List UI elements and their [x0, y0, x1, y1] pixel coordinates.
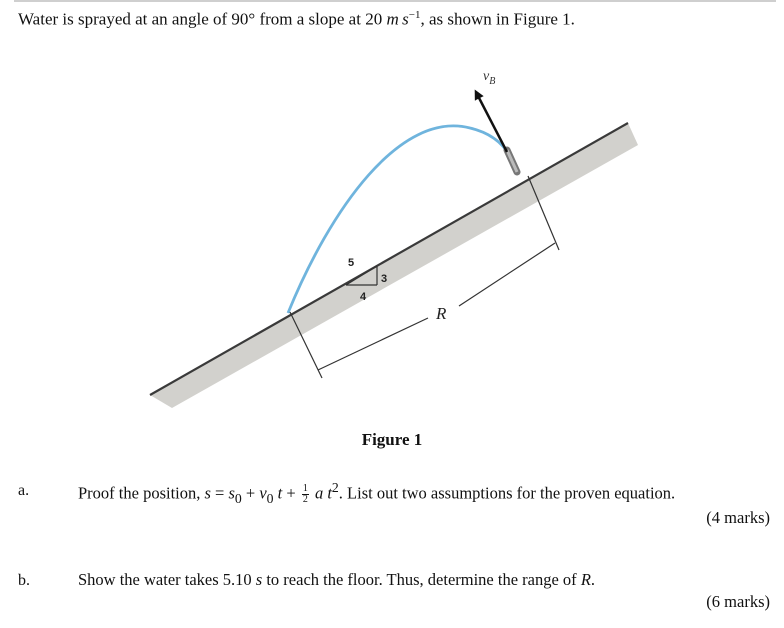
- top-rule: [14, 0, 776, 2]
- slope-rise-label: 3: [381, 273, 388, 285]
- slope-run-label: 4: [360, 291, 367, 303]
- fraction-half: $\frac{1}{2}$: [302, 483, 308, 506]
- question-a-label: a.: [18, 482, 30, 499]
- nozzle: [507, 150, 517, 172]
- slope-surface-line: [150, 123, 628, 395]
- question-a-marks: (4 marks): [706, 508, 770, 527]
- problem-statement: [18, 9, 575, 30]
- question-b-label: b.: [18, 572, 30, 589]
- slope-hyp-label: 5: [348, 257, 355, 269]
- figure-caption: Figure 1: [361, 430, 423, 449]
- question-a-text: Proof the position, $s = s_0 + v_0$ t + $\frac{1}{2}$ a $t^2$. List out two assumptions for the proven equation.: [78, 480, 676, 506]
- question-b-text: Show the water takes 5.10 s to reach the floor. Thus, determine the range of R.: [78, 570, 596, 589]
- question-b-marks: (6 marks): [706, 592, 770, 611]
- unit-exponent: −1: [408, 9, 421, 21]
- intro-suffix: , as shown in Figure 1.: [420, 9, 575, 29]
- unit-s: s: [402, 9, 409, 29]
- figure-1: [0, 40, 784, 440]
- intro-prefix: Water is sprayed at an angle of 90° from a slope at 20: [18, 9, 387, 29]
- velocity-label: $v_B$: [483, 69, 496, 87]
- velocity-arrow: [477, 94, 507, 152]
- slope-ground: [150, 123, 638, 408]
- unit-m: m: [386, 9, 399, 29]
- range-label: R: [436, 304, 447, 323]
